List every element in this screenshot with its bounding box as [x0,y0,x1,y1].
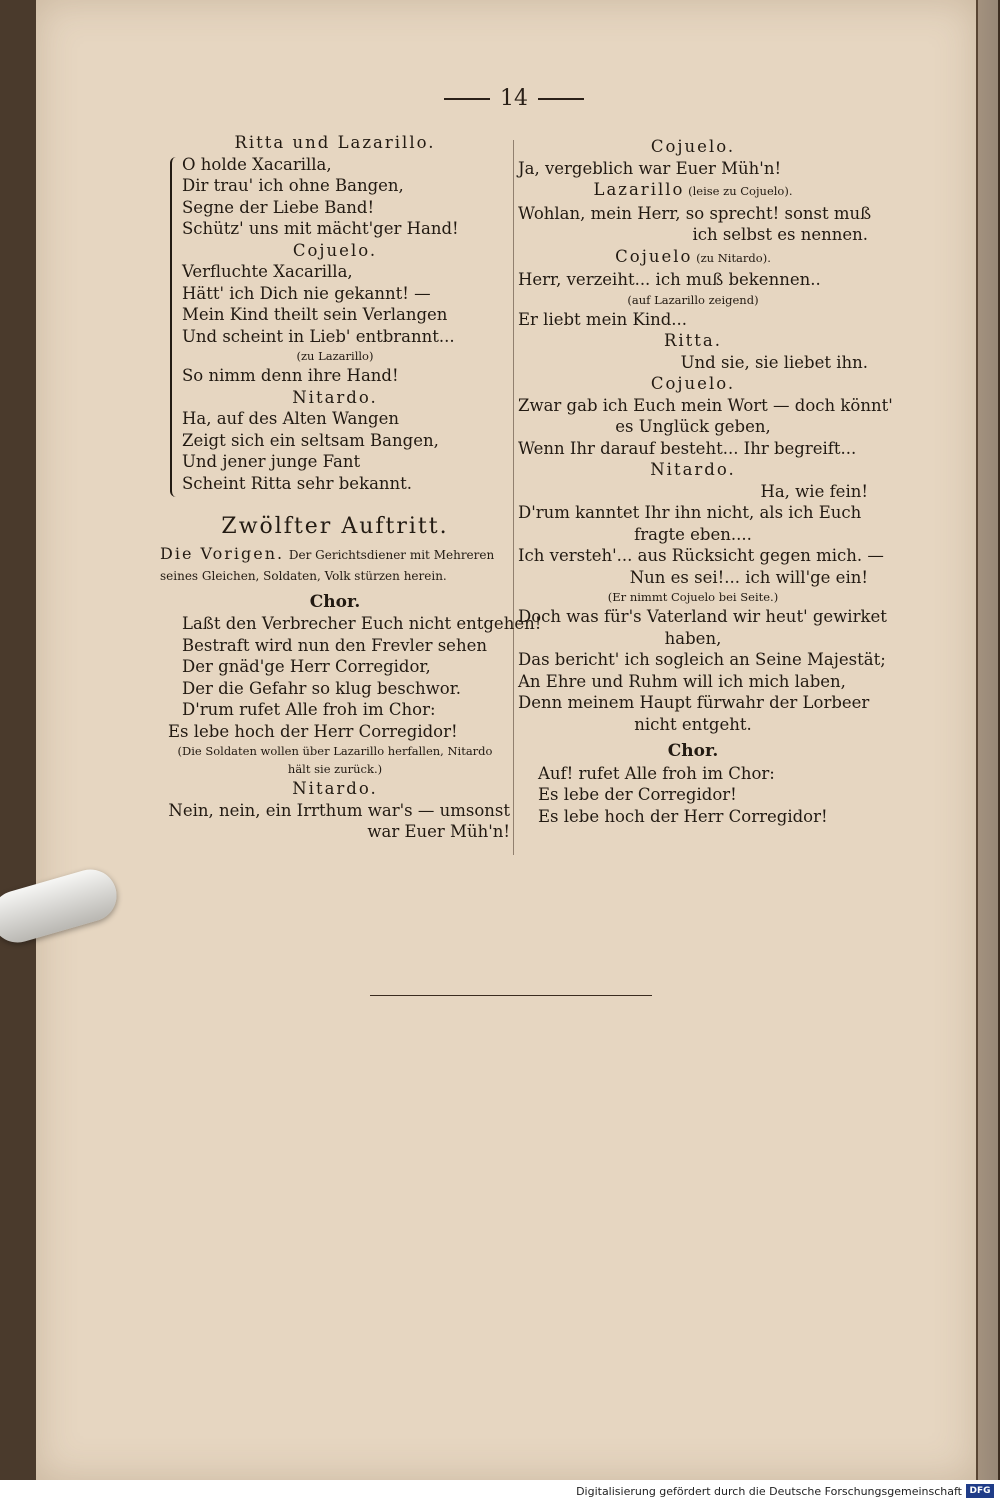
verse-line: Doch was für's Vaterland wir heut' gewirket [518,607,887,626]
verse-line: fragte eben.... [634,524,752,544]
verse-line: Zwar gab ich Euch mein Wort — doch könnt' [518,395,893,415]
verse-line: Und scheint in Lieb' entbrannt... [182,326,455,346]
end-rule [370,995,652,996]
speaker-name: Ritta. [663,331,723,350]
speaker-name-text: Lazarillo [593,180,685,199]
verse-line: nicht entgeht. [634,714,752,734]
speaker-name-text: Cojuelo [615,246,693,266]
stage-direction: (Er nimmt Cojuelo bei Seite.) [607,590,779,604]
verse-line: war Euer Müh'n! [367,822,510,841]
speaker-name: Cojuelo. [292,240,378,260]
stage-direction: hält sie zurück.) [287,762,383,776]
verse-line: Er liebt mein Kind... [518,309,688,329]
column-divider [513,140,514,855]
verse-line: Zeigt sich ein seltsam Bangen, [182,430,439,450]
left-column [160,132,542,843]
speaker-name: Nitardo. [650,460,736,479]
verse-line: Das bericht' ich sogleich an Seine Majestät; [518,650,886,669]
right-column [518,136,893,827]
footer-credit: Digitalisierung gefördert durch die Deutsche Forschungsgemeinschaft [576,1485,962,1498]
verse-line: Nun es sei!... ich will'ge ein! [629,567,868,587]
verse-line: Der die Gefahr so klug beschwor. [182,678,462,698]
verse-line: Verfluchte Xacarilla, [182,262,353,281]
speaker-name: Ritta und Lazarillo. [234,133,436,152]
verse-line: Es lebe hoch der Herr Corregidor! [538,806,828,826]
stage-direction: (zu Nitardo). [692,250,771,265]
verse-line: Es lebe der Corregidor! [538,785,737,804]
verse-line: Wohlan, mein Herr, so sprecht! sonst muß [518,203,872,223]
verse-line: Und sie, sie liebet ihn. [680,352,868,372]
dfg-logo: DFG [966,1484,994,1498]
chor-label: Chor. [309,591,361,612]
speaker-name: Cojuelo. [650,374,736,393]
scene-description: Die Vorigen. Der Gerichtsdiener mit Mehreren seines Gleichen, Soldaten, Volk stürzen herein. [160,543,495,583]
verse-line: Schütz' uns mit mächt'ger Hand! [182,219,459,238]
verse-line: haben, [664,628,722,648]
page-number: 14 [428,86,600,111]
verse-line: D'rum rufet Alle froh im Chor: [182,700,436,719]
chor-lines [160,613,542,742]
left-verse-block [160,132,510,494]
stage-direction: (auf Lazarillo zeigend) [627,292,759,307]
speaker-name: Cojuelo. [650,137,736,156]
stage-direction: (zu Lazarillo) [296,349,374,363]
stage-direction: (leise zu Cojuelo). [684,184,793,198]
verse-line: So nimm denn ihre Hand! [182,366,399,385]
verse-line: Herr, verzeiht... ich muß bekennen.. [518,270,821,289]
verse-line: Bestraft wird nun den Frevler sehen [182,635,487,655]
verse-line: Ich versteh'... aus Rücksicht gegen mich. — [518,546,884,565]
verse-line: Auf! rufet Alle froh im Chor: [538,763,775,783]
verse-line: Laßt den Verbrecher Euch nicht entgehen! [182,614,542,633]
verse-line: Hätt' ich Dich nie gekannt! — [182,283,431,303]
page-edge [976,0,1000,1480]
verse-line: Wenn Ihr darauf besteht... Ihr begreift... [518,438,857,458]
verse-line: Der gnäd'ge Herr Corregidor, [182,657,431,676]
speaker-name: Nitardo. [292,387,378,407]
verse-line: Ha, auf des Alten Wangen [182,409,399,428]
speaker-name [518,246,868,270]
verse-line: Ha, wie fein! [760,481,868,501]
verse-line: Ja, vergeblich war Euer Müh'n! [518,158,782,178]
speaker-name [518,179,868,203]
scene-title: Zwölfter Auftritt. [221,514,449,539]
stage-direction: (Die Soldaten wollen über Lazarillo herfallen, Nitardo [177,744,493,758]
verse-line: Denn meinem Haupt fürwahr der Lorbeer [518,693,870,712]
verse-line: Scheint Ritta sehr bekannt. [182,473,413,493]
verse-line: O holde Xacarilla, [182,154,332,174]
verse-line: Und jener junge Fant [182,452,361,471]
verse-line: Es lebe hoch der Herr Corregidor! [168,721,458,741]
verse-line: Segne der Liebe Band! [182,197,375,217]
verse-line: D'rum kanntet Ihr ihn nicht, als ich Euch [518,503,862,522]
speaker-name: Nitardo. [292,779,378,798]
verse-line: Nein, nein, ein Irrthum war's — umsonst [168,800,510,820]
verse-line: es Unglück geben, [615,417,771,436]
verse-line: An Ehre und Ruhm will ich mich laben, [518,671,846,691]
chor-label: Chor. [667,741,719,761]
verse-line: Mein Kind theilt sein Verlangen [182,305,448,324]
verse-line: ich selbst es nennen. [692,225,868,244]
verse-line: Dir trau' ich ohne Bangen, [182,176,404,195]
